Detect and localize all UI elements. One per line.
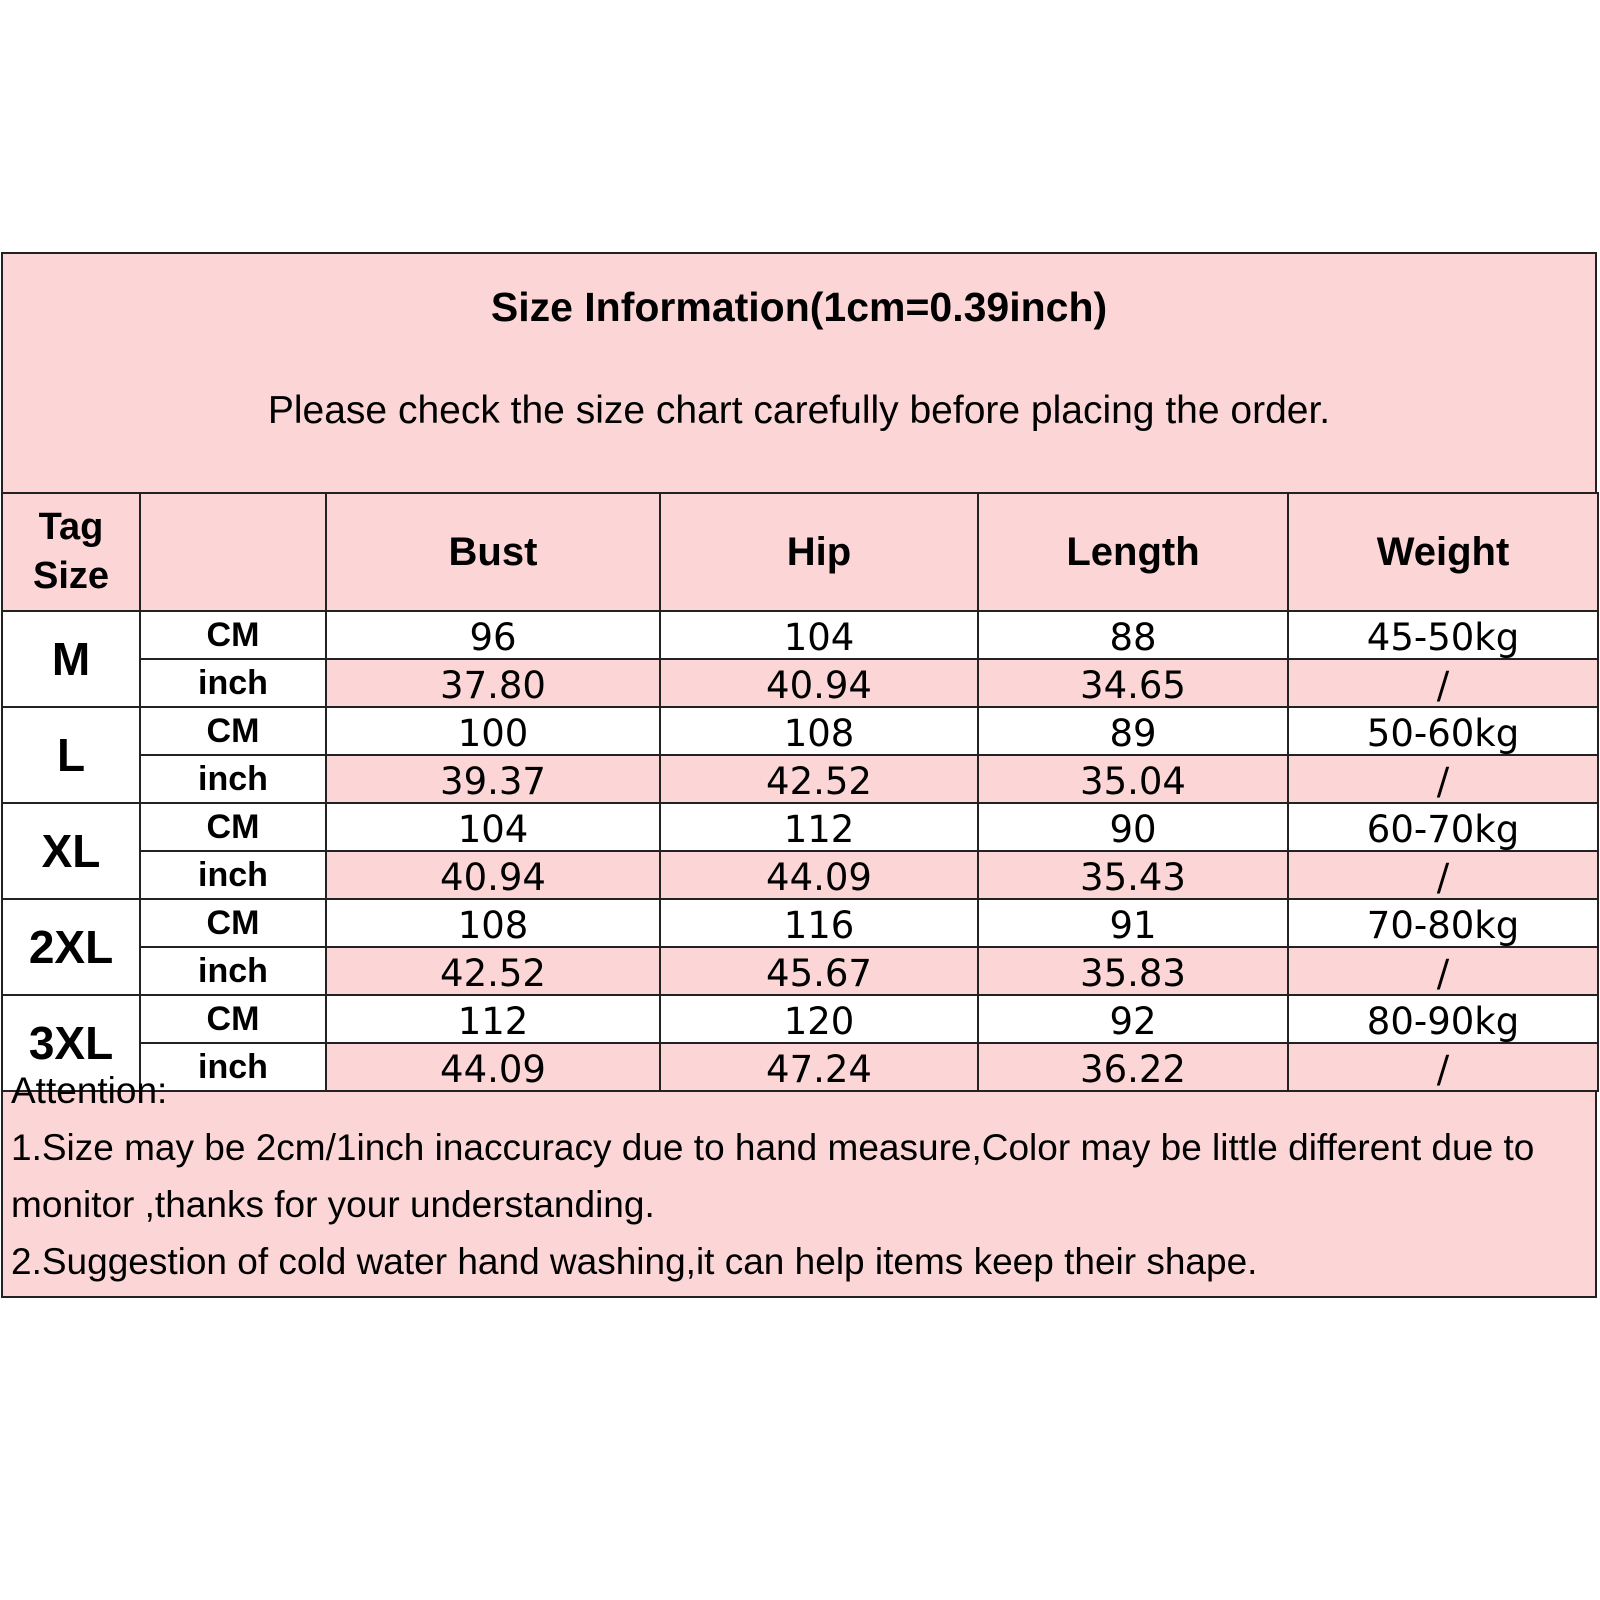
bust-cell: 42.52 [326, 947, 660, 995]
size-row-xl-inch [2, 851, 1598, 899]
unit-cell: inch [140, 851, 326, 899]
bust-cell: 100 [326, 707, 660, 755]
size-row-xl-cm [2, 803, 1598, 851]
weight-cell: 45-50kg [1288, 611, 1598, 659]
tag-size-cell: M [2, 611, 140, 707]
tag-size-cell: 2XL [2, 899, 140, 995]
notes-heading: Attention: [11, 1070, 168, 1111]
weight-cell: 50-60kg [1288, 707, 1598, 755]
length-cell: 88 [978, 611, 1288, 659]
hip-cell: 40.94 [660, 659, 978, 707]
bust-cell: 96 [326, 611, 660, 659]
attention-notes [11, 1062, 1587, 1290]
size-chart-panel [1, 252, 1597, 1298]
hip-cell: 47.24 [660, 1043, 978, 1091]
hip-cell: 112 [660, 803, 978, 851]
size-row-l-cm [2, 707, 1598, 755]
tag-size-cell: 3XL [2, 995, 140, 1091]
hip-cell: 44.09 [660, 851, 978, 899]
col-header-length: Length [978, 493, 1288, 611]
hip-cell: 120 [660, 995, 978, 1043]
unit-cell: inch [140, 659, 326, 707]
length-cell: 92 [978, 995, 1288, 1043]
hip-cell: 116 [660, 899, 978, 947]
bust-cell: 104 [326, 803, 660, 851]
size-row-2xl-cm [2, 899, 1598, 947]
unit-cell: CM [140, 995, 326, 1043]
hip-cell: 42.52 [660, 755, 978, 803]
length-cell: 35.04 [978, 755, 1288, 803]
size-table [1, 492, 1599, 1092]
unit-cell: CM [140, 611, 326, 659]
tag-size-cell: XL [2, 803, 140, 899]
unit-cell: inch [140, 947, 326, 995]
weight-cell: / [1288, 659, 1598, 707]
size-chart-title: Size Information(1cm=0.39inch) [490, 284, 1108, 330]
length-cell: 89 [978, 707, 1288, 755]
length-cell: 90 [978, 803, 1288, 851]
bust-cell: 108 [326, 899, 660, 947]
hip-cell: 108 [660, 707, 978, 755]
length-cell: 36.22 [978, 1043, 1288, 1091]
unit-cell: CM [140, 803, 326, 851]
size-row-m-cm [2, 611, 1598, 659]
col-header-hip: Hip [660, 493, 978, 611]
weight-cell: / [1288, 947, 1598, 995]
notes-line-2: 2.Suggestion of cold water hand washing,it can help items keep their shape. [11, 1241, 1258, 1282]
unit-cell: inch [140, 755, 326, 803]
length-cell: 35.43 [978, 851, 1288, 899]
weight-cell: / [1288, 755, 1598, 803]
size-row-m-inch [2, 659, 1598, 707]
length-cell: 35.83 [978, 947, 1288, 995]
size-chart-header [3, 254, 1595, 492]
col-header-bust: Bust [326, 493, 660, 611]
unit-cell: CM [140, 899, 326, 947]
col-header-tag-size: Tag Size [2, 493, 140, 611]
weight-cell: / [1288, 851, 1598, 899]
weight-cell: 60-70kg [1288, 803, 1598, 851]
hip-cell: 45.67 [660, 947, 978, 995]
weight-cell: / [1288, 1043, 1598, 1091]
tag-size-cell: L [2, 707, 140, 803]
notes-line-1: 1.Size may be 2cm/1inch inaccuracy due to hand measure,Color may be little different due to monitor ,thanks for your understanding. [11, 1127, 1535, 1225]
unit-cell: inch [140, 1043, 326, 1091]
unit-cell: CM [140, 707, 326, 755]
size-row-l-inch [2, 755, 1598, 803]
bust-cell: 112 [326, 995, 660, 1043]
col-header-weight: Weight [1288, 493, 1598, 611]
size-chart-subtitle: Please check the size chart carefully before placing the order. [267, 389, 1331, 432]
weight-cell: 80-90kg [1288, 995, 1598, 1043]
length-cell: 91 [978, 899, 1288, 947]
size-row-2xl-inch [2, 947, 1598, 995]
bust-cell: 40.94 [326, 851, 660, 899]
hip-cell: 104 [660, 611, 978, 659]
col-header-unit [140, 493, 326, 611]
bust-cell: 44.09 [326, 1043, 660, 1091]
size-table-body [2, 611, 1598, 1091]
size-row-3xl-cm [2, 995, 1598, 1043]
bust-cell: 37.80 [326, 659, 660, 707]
bust-cell: 39.37 [326, 755, 660, 803]
length-cell: 34.65 [978, 659, 1288, 707]
weight-cell: 70-80kg [1288, 899, 1598, 947]
size-table-header-row [2, 493, 1598, 611]
